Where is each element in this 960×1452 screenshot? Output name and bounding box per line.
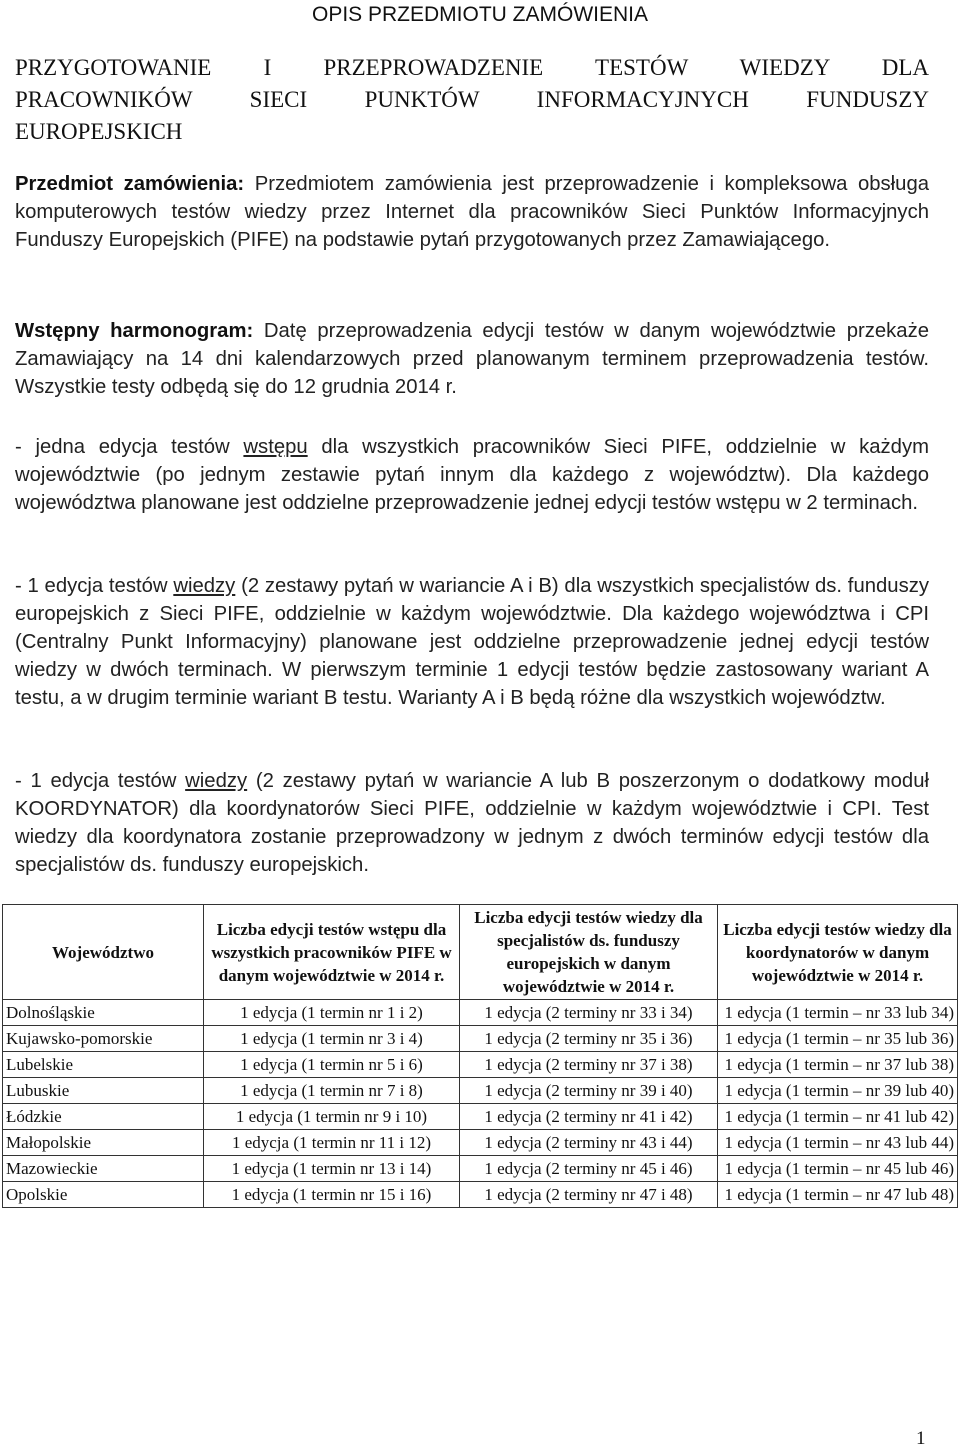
table-row	[3, 1130, 958, 1156]
specialist-test-underlined: wiedzy	[173, 575, 236, 597]
voivodeship-cell: Dolnośląskie	[3, 1000, 204, 1026]
entry-test-pre: - jedna edycja testów	[15, 436, 244, 458]
subject-paragraph	[15, 170, 929, 254]
voivodeship-cell: Łódzkie	[3, 1104, 204, 1130]
schedule-text: Datę przeprowadzenia edycji testów w danym województwie przekaże Zamawiający na 14 dni kalendarzowych przed planowanym terminem przeprowadzenia testów. Wszystkie testy odbędą się do 12 grudnia 2014 r.	[15, 320, 929, 398]
table-row	[3, 1156, 958, 1182]
heading-line-3: EUROPEJSKICH	[15, 119, 183, 144]
specialist-tests-cell: 1 edycja (2 terminy nr 45 i 46)	[460, 1156, 718, 1182]
voivodeship-cell: Lubuskie	[3, 1078, 204, 1104]
subject-text: Przedmiotem zamówienia jest przeprowadzenie i kompleksowa obsługa komputerowych testów wiedzy przez Internet dla pracowników Sieci Punktów Informacyjnych Funduszy Europejskich (PIFE) na podstawie pytań przygotowanych przez Zamawiającego.	[15, 173, 930, 251]
table-row	[3, 1104, 958, 1130]
subject-label: Przedmiot zamówienia:	[15, 173, 245, 195]
coordinator-test-pre: - 1 edycja testów	[15, 770, 186, 792]
header-coordinator-tests: Liczba edycji testów wiedzy dla koordynatorów w danym województwie w 2014 r.	[718, 905, 958, 1000]
table-row	[3, 1182, 958, 1208]
document-title: OPIS PRZEDMIOTU ZAMÓWIENIA	[311, 3, 648, 26]
page-number: 1	[916, 1428, 926, 1449]
heading-line-2: PRACOWNIKÓW SIECI PUNKTÓW INFORMACYJNYCH FUNDUSZY	[15, 87, 929, 112]
voivodeship-cell: Opolskie	[3, 1182, 204, 1208]
entry-tests-cell: 1 edycja (1 termin nr 1 i 2)	[204, 1000, 460, 1026]
table-row	[3, 1052, 958, 1078]
table-row	[3, 1078, 958, 1104]
coordinator-tests-cell: 1 edycja (1 termin – nr 35 lub 36)	[718, 1026, 958, 1052]
specialist-tests-cell: 1 edycja (2 terminy nr 39 i 40)	[460, 1078, 718, 1104]
coordinator-tests-cell: 1 edycja (1 termin – nr 43 lub 44)	[718, 1130, 958, 1156]
header-voivodeship: Województwo	[3, 905, 204, 1000]
specialist-test-paragraph	[15, 572, 929, 712]
coordinator-tests-cell: 1 edycja (1 termin – nr 37 lub 38)	[718, 1052, 958, 1078]
entry-tests-cell: 1 edycja (1 termin nr 9 i 10)	[204, 1104, 460, 1130]
specialist-tests-cell: 1 edycja (2 terminy nr 47 i 48)	[460, 1182, 718, 1208]
coordinator-test-underlined: wiedzy	[185, 770, 248, 792]
entry-tests-cell: 1 edycja (1 termin nr 13 i 14)	[204, 1156, 460, 1182]
coordinator-tests-cell: 1 edycja (1 termin – nr 33 lub 34)	[718, 1000, 958, 1026]
coordinator-test-post: (2 zestawy pytań w wariancie A lub B poszerzonym o dodatkowy moduł KOORDYNATOR) dla koordynatorów Sieci PIFE, oddzielnie w każdym województwie i CPI. Test wiedzy dla koordynatora zostanie przeprowadzony w jednym z dwóch terminów edycji testów dla specjalistów ds. funduszy europejskich.	[15, 770, 929, 876]
coordinator-test-paragraph	[15, 767, 929, 879]
header-specialist-tests: Liczba edycji testów wiedzy dla specjalistów ds. funduszy europejskich w danym województwie w 2014 r.	[460, 905, 718, 1000]
section-heading	[15, 52, 929, 148]
entry-tests-cell: 1 edycja (1 termin nr 11 i 12)	[204, 1130, 460, 1156]
specialist-test-pre: - 1 edycja testów	[15, 575, 174, 597]
schedule-label: Wstępny harmonogram:	[15, 320, 254, 342]
entry-tests-cell: 1 edycja (1 termin nr 15 i 16)	[204, 1182, 460, 1208]
coordinator-tests-cell: 1 edycja (1 termin – nr 41 lub 42)	[718, 1104, 958, 1130]
entry-tests-cell: 1 edycja (1 termin nr 7 i 8)	[204, 1078, 460, 1104]
header-entry-tests: Liczba edycji testów wstępu dla wszystkich pracowników PIFE w danym województwie w 2014 r.	[204, 905, 460, 1000]
specialist-tests-cell: 1 edycja (2 terminy nr 33 i 34)	[460, 1000, 718, 1026]
specialist-test-post: (2 zestawy pytań w wariancie A i B) dla wszystkich specjalistów ds. funduszy europejskich z Sieci PIFE, oddzielnie w każdym województwie. Dla każdego województwa i CPI (Centralny Punkt Informacyjny) planowane jest oddzielne przeprowadzenie jednej edycji testów wiedzy w dwóch terminach. W pierwszym terminie 1 edycji testów będzie zastosowany wariant A testu, a w drugim terminie wariant B testu. Warianty A i B będą różne dla wszystkich województw.	[15, 575, 929, 709]
coordinator-tests-cell: 1 edycja (1 termin – nr 39 lub 40)	[718, 1078, 958, 1104]
specialist-tests-cell: 1 edycja (2 terminy nr 43 i 44)	[460, 1130, 718, 1156]
schedule-paragraph	[15, 317, 929, 401]
heading-line-1: PRZYGOTOWANIE I PRZEPROWADZENIE TESTÓW WIEDZY DLA	[15, 55, 929, 80]
schedule-table	[2, 904, 958, 1208]
voivodeship-cell: Małopolskie	[3, 1130, 204, 1156]
specialist-tests-cell: 1 edycja (2 terminy nr 35 i 36)	[460, 1026, 718, 1052]
coordinator-tests-cell: 1 edycja (1 termin – nr 45 lub 46)	[718, 1156, 958, 1182]
voivodeship-cell: Lubelskie	[3, 1052, 204, 1078]
voivodeship-cell: Kujawsko-pomorskie	[3, 1026, 204, 1052]
table-row	[3, 1026, 958, 1052]
entry-tests-cell: 1 edycja (1 termin nr 3 i 4)	[204, 1026, 460, 1052]
entry-test-underlined: wstępu	[243, 436, 308, 458]
entry-test-paragraph	[15, 433, 929, 517]
specialist-tests-cell: 1 edycja (2 terminy nr 37 i 38)	[460, 1052, 718, 1078]
table-header-row	[3, 905, 958, 1000]
specialist-tests-cell: 1 edycja (2 terminy nr 41 i 42)	[460, 1104, 718, 1130]
entry-test-post: dla wszystkich pracowników Sieci PIFE, oddzielnie w każdym województwie (po jednym zestawie pytań innym dla każdego z województw). Dla każdego województwa planowane jest oddzielne przeprowadzenie jednej edycji testów wstępu w 2 terminach.	[15, 436, 929, 514]
voivodeship-cell: Mazowieckie	[3, 1156, 204, 1182]
coordinator-tests-cell: 1 edycja (1 termin – nr 47 lub 48)	[718, 1182, 958, 1208]
table-row	[3, 1000, 958, 1026]
entry-tests-cell: 1 edycja (1 termin nr 5 i 6)	[204, 1052, 460, 1078]
